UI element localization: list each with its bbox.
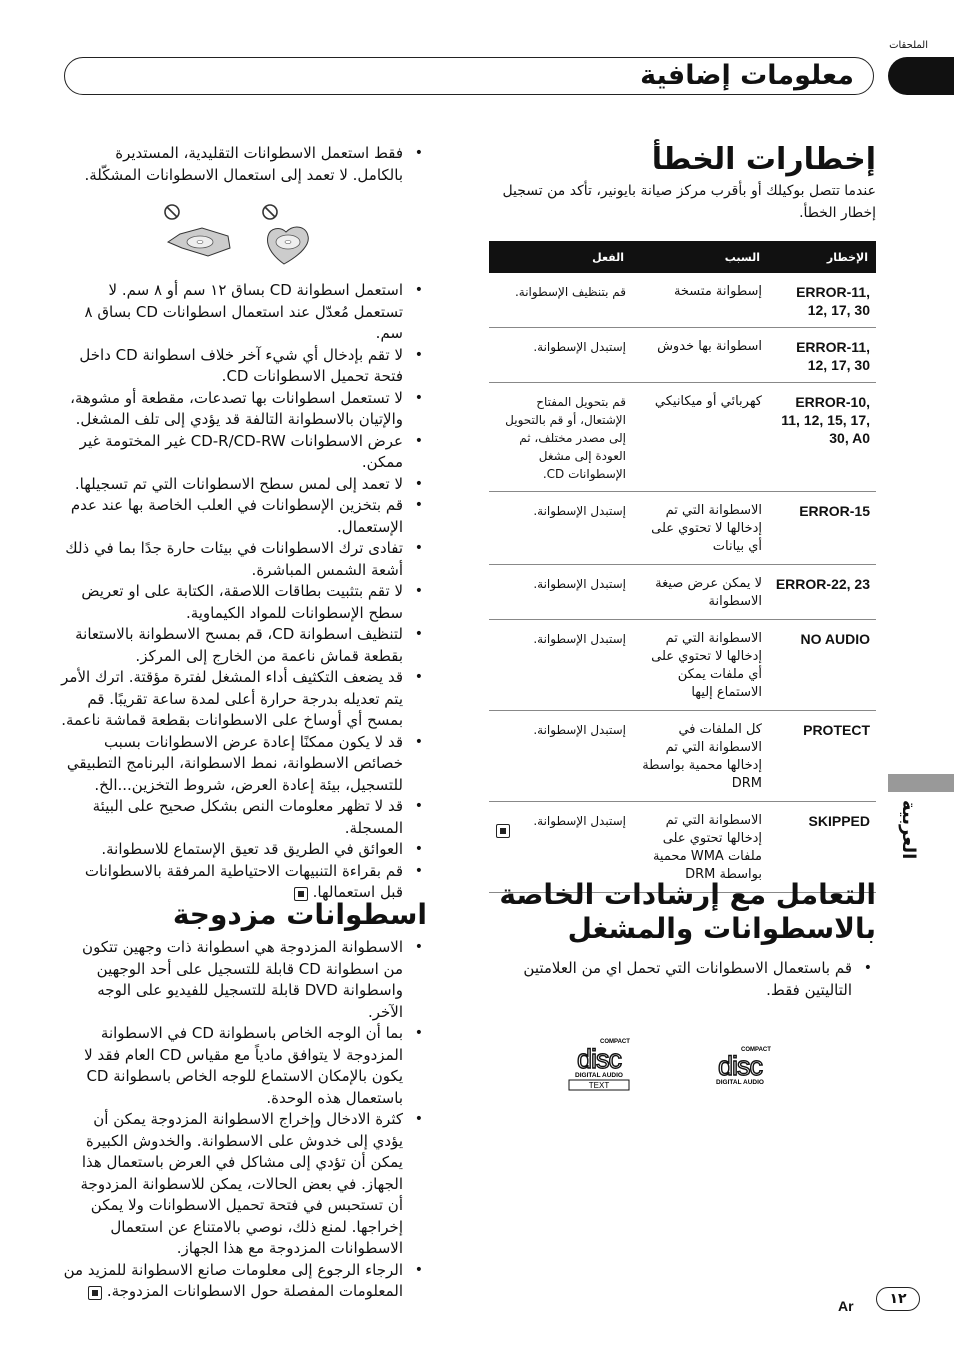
table-row — [489, 565, 876, 620]
error-cause: لا يمكن عرض صيغة الاسطوانة — [632, 565, 768, 620]
language-side-label: العربية — [898, 800, 919, 860]
table-row — [489, 492, 876, 565]
logo-main-text: disc — [576, 1044, 622, 1074]
shaped-disc-prohibited-icons — [162, 198, 312, 268]
section-label: الملحقات — [889, 40, 928, 51]
logo-top-text: COMPACT — [741, 1047, 771, 1053]
logo-main-text: disc — [717, 1051, 763, 1081]
language-side-tab — [888, 774, 954, 792]
table-row — [489, 273, 876, 328]
error-cause: الاسطوانة التي تم إدخالها لا تحتوي على أي ملفات يمكن الاستماع إليها — [632, 620, 768, 711]
column-header-cause: السبب — [632, 241, 768, 273]
list-item: • لا تستعمل اسطوانات بها تصدعات، مقطعة أو مشوهة، والإتيان بالاسطوانة التالفة قد يؤدي إلى تلف المشغل. — [61, 388, 427, 431]
list-item: • لا تقم بإدخال أي شيء آخر خلاف اسطوانة CD داخل فتحة تحميل الاسطوانات CD. — [61, 345, 427, 388]
error-table-header — [489, 241, 876, 273]
error-action: قم بتنظيف الإسطوانة. — [489, 273, 632, 328]
page-number: ١٢ — [876, 1287, 920, 1311]
error-cause: كهربائي أو ميكانيكي — [632, 383, 768, 492]
error-code: PROTECT — [768, 711, 876, 802]
list-item: • لا تعمد إلى لمس سطح الاسطوانات التي تم تسجيلها. — [61, 474, 427, 496]
list-item: • قم باستعمال الاسطوانات التي تحمل اي من العلامتين التاليتين فقط. — [486, 958, 876, 1001]
compact-disc-audio-logo-icon — [708, 1044, 772, 1086]
list-item — [61, 1260, 427, 1303]
errors-intro: عندما تتصل بوكيلك أو بأقرب مركز صيانة بايونير، تأكد من تسجيل إخطار الخطأ. — [502, 183, 876, 221]
disc-precautions-list — [61, 280, 427, 904]
octagon-disc-icon — [168, 228, 230, 256]
list-item-text: الرجاء الرجوع إلى معلومات صانع الاسطوانة للمزيد من المعلومات المفصلة حول الاسطوانات المزدوجة. — [63, 1260, 403, 1300]
table-row — [489, 620, 876, 711]
list-item: • عرض الاسطوانات CD-R/CD-RW غير المختومة غير ممكن. — [61, 431, 427, 474]
logo-top-text: COMPACT — [600, 1039, 630, 1045]
error-action: إستبدل الإسطوانة. — [489, 620, 632, 711]
logo-bottom-text: DIGITAL AUDIO — [716, 1079, 764, 1086]
error-code: SKIPPED — [768, 802, 876, 893]
list-item: • الاسطوانة المزدوجة هي اسطوانة ذات وجهين تتكون من اسطوانة CD قابلة للتسجيل على أحد الوجهين واسطوانة DVD قابلة للتسجيل للفيديو على الوجه الآخر. — [61, 937, 427, 1023]
language-code: Ar — [838, 1298, 854, 1314]
errors-heading: إخطارات الخطأ — [651, 142, 876, 177]
end-mark-icon — [88, 1286, 102, 1300]
error-table — [489, 241, 876, 893]
error-action: إستبدل الإسطوانة. — [489, 492, 632, 565]
disc-handling-list — [486, 958, 876, 1001]
list-item: • كثرة الادخال وإخراج الاسطوانة المزدوجة يمكن أن يؤدي إلى خدوش على الاسطوانة. والخدوش الكبيرة يمكن أن تؤدي إلى مشاكل في العرض باستعمال هذا الجهاز. في بعض الحالات، يمكن للاسطوانة المزدوجة أن تستحبس في فتحة تحميل الاسطوانات ولا يمكن إخراجها. لمنع ذلك، نوصي بالامتناع عن استعمال الاسطوانات المزدوجة مع هذا الجهاز. — [61, 1109, 427, 1260]
error-code: ERROR-11, 12, 17, 30 — [768, 328, 876, 383]
table-row — [489, 711, 876, 802]
disc-shape-list — [61, 143, 427, 186]
error-code: NO AUDIO — [768, 620, 876, 711]
error-action: إستبدل الإسطوانة. — [489, 328, 632, 383]
table-row — [489, 383, 876, 492]
list-item: • بما أن الوجه الخاص باسطوانة CD في الاسطوانة المزدوجة لا يتوافق مادياً مع مقياس CD العام فقد لا يكون بالإمكان الاستماع للوجه الخاص باسطوانة CD باستعمال هذه الوحدة. — [61, 1023, 427, 1109]
compact-disc-text-logo-icon — [566, 1036, 632, 1092]
error-action: إستبدل الإسطوانة. — [489, 565, 632, 620]
error-cause: إسطوانة متسخة — [632, 273, 768, 328]
dual-disc-list — [61, 937, 427, 1303]
no-symbol-icon — [165, 205, 179, 219]
list-item: • لتنظيف اسطوانة CD، قم بمسح الاسطوانة بالاستعانة بقطعة قماش ناعمة من الخارج إلى المركز. — [61, 624, 427, 667]
list-item: • تفادى ترك الاسطوانات في بيئات حارة جدًا بما في ذلك أشعة الشمس المباشرة. — [61, 538, 427, 581]
page-title: معلومات إضافية — [640, 60, 854, 91]
no-symbol-icon — [263, 205, 277, 219]
list-item: • قد لا يكون ممكنًا إعادة عرض الاسطوانات بسبب خصائص الاسطوانة، نمط الاسطوانة، البرنامج التطبيقي للتسجيل، بيئة إعادة العرض، شروط التخزين...الخ. — [61, 732, 427, 797]
error-code: ERROR-10, 11, 12, 15, 17, 30, A0 — [768, 383, 876, 492]
error-action: إستبدل الإسطوانة. — [489, 711, 632, 802]
list-item-text: قم بقراءة التنبيهات الاحتياطية المرفقة بالاسطوانات قبل استعمالها. — [84, 861, 403, 901]
error-code: ERROR-15 — [768, 492, 876, 565]
logo-bottom-text: DIGITAL AUDIO — [575, 1072, 623, 1079]
column-header-message: الإخطار — [768, 241, 876, 273]
list-item: • قد يضعف التكثيف أداء المشغل لفترة مؤقتة. اترك الأمر يتم تعديله بدرجة حرارة أعلى لمدة ساعة تقريبًا. قم بمسح أي أوساخ على الاسطوانات بقطعة قماشة ناعمة. — [61, 667, 427, 732]
list-item: • فقط استعمل الاسطوانات التقليدية، المستديرة بالكامل. لا تعمد إلى استعمال الاسطوانات المشكّلة. — [61, 143, 427, 186]
dual-disc-heading: اسطوانات مزدوجة — [172, 898, 427, 931]
error-cause: الاسطوانة التي تم إدخالها لا تحتوي على أي بيانات — [632, 492, 768, 565]
logo-extra-text: TEXT — [588, 1081, 610, 1090]
list-item: • قم بتخزين الإسطوانات في العلب الخاصة بها عند عدم الإستعمال. — [61, 495, 427, 538]
list-item: • لا تقم بتثبيت بطاقات اللاصقة، الكتابة على او تعريض سطح الإسطوانات للمواد الكيماوية. — [61, 581, 427, 624]
list-item: • استعمل اسطوانة CD بساق ١٢ سم أو ٨ سم. لا تستعمل مُعدّل عند استعمال اسطوانات CD بساق ٨ سم. — [61, 280, 427, 345]
heart-disc-icon — [268, 227, 309, 264]
column-header-action: الفعل — [489, 241, 632, 273]
header-tab — [888, 57, 954, 95]
error-action: قم بتحويل المفتاح الإشتعال، أو قم بالتحويل إلى مصدر مختلف، ثم العودة إلى مشغل الإسطوانات CD. — [489, 383, 632, 492]
error-code: ERROR-22, 23 — [768, 565, 876, 620]
list-item: • قد لا تظهر معلومات النص بشكل صحيح على البيئة المسجلة. — [61, 796, 427, 839]
table-row — [489, 328, 876, 383]
error-cause: كل الملفات في الاسطوانة التي تم إدخالها محمية بواسطة DRM — [632, 711, 768, 802]
disc-handling-heading: التعامل مع إرشادات الخاصة بالاسطوانات والمشغل — [499, 878, 876, 945]
error-cause: الاسطوانة التي تم إدخالها تحتوي على ملفات WMA محمية بواسطة DRM — [632, 802, 768, 893]
end-mark-icon — [496, 824, 510, 838]
error-code: ERROR-11, 12, 17, 30 — [768, 273, 876, 328]
error-action: إستبدل الإسطوانة. — [489, 802, 632, 893]
error-cause: اسطوانة بها خدوش — [632, 328, 768, 383]
list-item: • العوائق في الطريق قد تعيق الإستماع للاسطوانة. — [61, 839, 427, 861]
